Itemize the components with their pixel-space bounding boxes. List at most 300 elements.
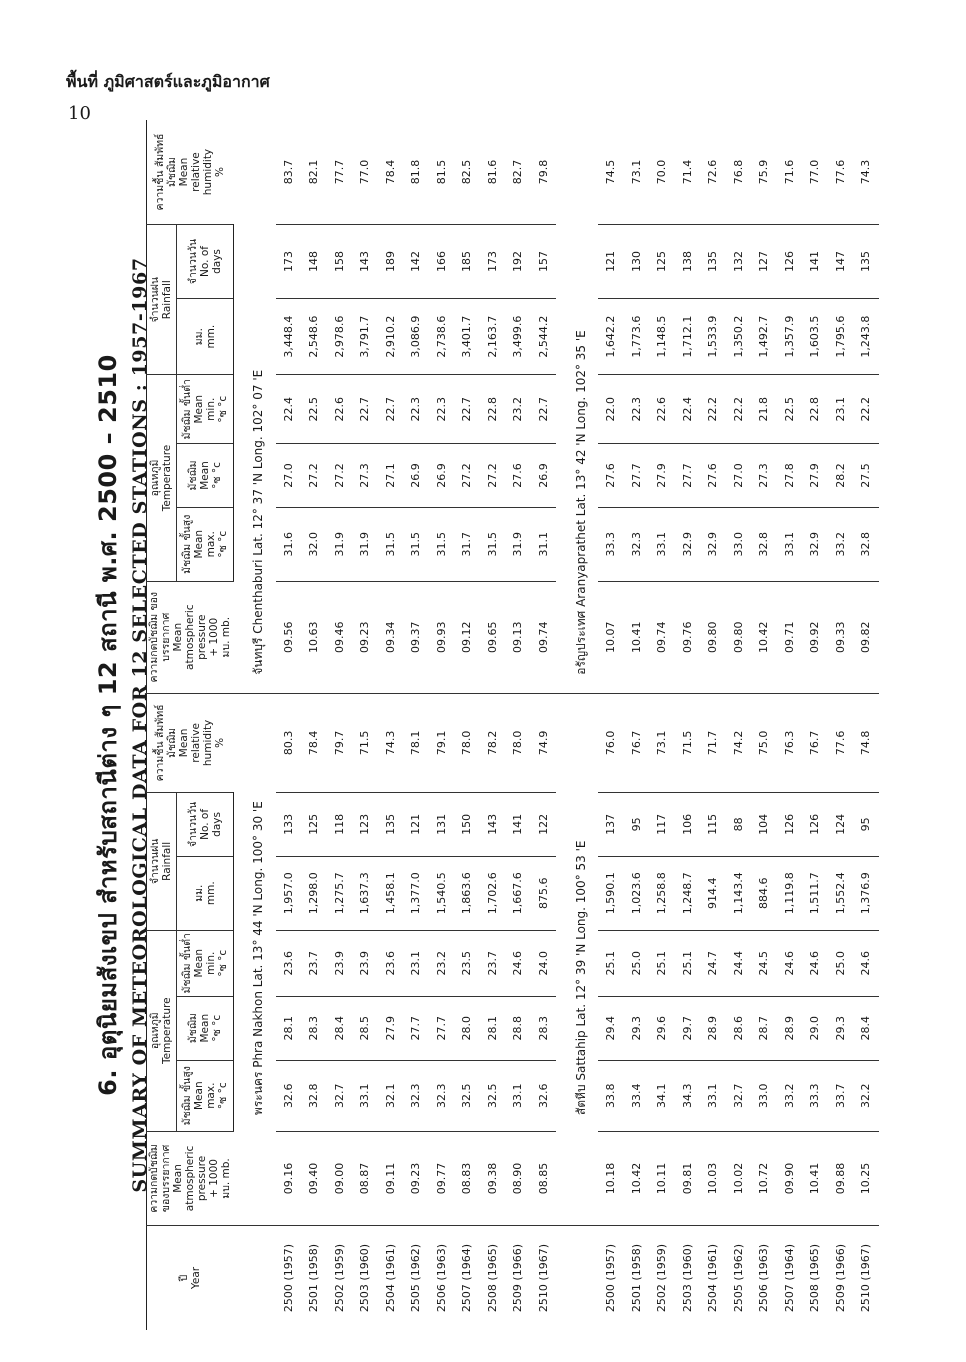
value-cell: 09.77 [429,1131,455,1225]
value-cell: 135 [853,225,879,299]
value-cell: 28.1 [480,996,506,1060]
value-cell: 3,401.7 [454,298,480,374]
mean-header [176,444,233,508]
value-cell: 78.1 [403,693,429,792]
value-cell: 132 [726,225,752,299]
value-cell: 32.1 [378,1060,404,1131]
value-cell: 123 [352,793,378,857]
value-cell: 74.3 [378,693,404,792]
value-cell: 150 [454,793,480,857]
table-row [276,120,302,1330]
max-unit: °ซ °c [216,530,229,558]
table-row [378,120,404,1330]
value-cell: 1,023.6 [624,856,650,930]
max-en1: Mean [192,1081,205,1110]
value-cell: 1,795.6 [828,298,854,374]
table-row [777,120,803,1330]
value-cell: 147 [828,225,854,299]
value-cell: 158 [327,225,353,299]
value-cell: 71.5 [352,693,378,792]
title-block [82,120,151,1330]
value-cell: 22.7 [531,375,557,444]
value-cell: 77.0 [358,159,372,185]
pressure-en3: pressure [196,614,208,660]
value-cell: 2,544.2 [531,298,557,374]
humidity-en3: humidity [202,719,214,767]
value-cell: 23.5 [454,930,480,996]
value-cell: 82.7 [511,159,525,185]
min-header [176,375,233,444]
humidity-en2: relative [190,152,202,192]
value-cell: 1,357.9 [777,298,803,374]
value-cell: 126 [777,793,803,857]
station-year-spacer [233,1226,276,1330]
title-thai: 6. อุตุนิยมสังเขป สำหรับสถานีต่าง ๆ 12 สถานี พ.ศ. 2500 – 2510 [94,354,122,1096]
value-cell: 1,702.6 [480,856,506,930]
value-cell: 76.7 [802,693,828,792]
value-cell: 33.1 [777,507,803,581]
value-cell: 33.1 [352,1060,378,1131]
mm-header [176,856,233,930]
title-english: SUMMARY OF METEOROLOGICAL DATA FOR 12 SELECTED STATIONS : 1957-1967 [129,257,151,1193]
value-cell: 26.9 [531,444,557,508]
pressure-unit: มบ. mb. [220,616,232,658]
value-cell: 1,863.6 [454,856,480,930]
value-cell: 10.41 [624,581,650,693]
value-cell: 33.8 [598,1060,624,1131]
value-cell: 33.4 [624,1060,650,1131]
pressure-en4: + 1000 [208,617,220,657]
value-cell: 10.03 [700,1131,726,1225]
value-cell: 22.8 [802,375,828,444]
temperature-th: อุณหภูมิ [149,459,162,497]
value-cell: 23.7 [301,930,327,996]
table-row [505,120,531,1330]
value-cell: 1,590.1 [598,856,624,930]
temperature-en: Temperature [161,997,174,1064]
mm-en: mm. [204,881,217,906]
humidity-en1: Mean [178,728,190,758]
value-cell: 21.8 [751,375,777,444]
value-cell: 10.72 [751,1131,777,1225]
year-cell: 2501 (1958) [624,1226,650,1330]
min-th: มัชฌิม ขั้นต่ำ [180,379,193,440]
value-cell: 32.7 [327,1060,353,1131]
value-cell: 27.1 [378,444,404,508]
year-cell: 2502 (1959) [327,1226,353,1330]
table-row [675,120,701,1330]
value-cell: 33.1 [649,507,675,581]
value-cell: 24.6 [802,930,828,996]
value-cell: 08.90 [505,1131,531,1225]
max-header [176,1060,233,1131]
value-cell: 09.46 [327,581,353,693]
value-cell: 76.0 [598,693,624,792]
year-cell: 2505 (1962) [726,1226,752,1330]
value-cell: 1,258.8 [649,856,675,930]
value-cell: 33.2 [777,1060,803,1131]
value-cell: 25.1 [649,930,675,996]
value-cell: 1,275.7 [327,856,353,930]
pressure-header-right [147,581,234,693]
value-cell: 25.1 [675,930,701,996]
mean-th: มัชฌิม [186,1013,199,1044]
station-name: สัตหีบ Sattahip Lat. 12° 39 'N Long. 100° 53 'E [556,693,598,1225]
value-cell: 28.5 [352,996,378,1060]
value-cell: 74.9 [531,693,557,792]
value-cell: 126 [777,225,803,299]
temperature-header-right [147,375,177,581]
pressure-en4: + 1000 [208,1159,220,1198]
value-cell: 189 [378,225,404,299]
value-cell: 80.3 [276,693,302,792]
value-cell: 31.9 [505,507,531,581]
days-en1: No. of [198,808,211,840]
value-cell: 71.5 [675,693,701,792]
value-cell: 71.4 [680,159,694,185]
value-cell: 31.1 [531,507,557,581]
value-cell: 23.9 [327,930,353,996]
min-en1: Mean [192,948,205,978]
value-cell: 22.3 [624,375,650,444]
mm-th: มม. [192,328,205,346]
year-cell: 2510 (1967) [531,1226,557,1330]
table-row [403,120,429,1330]
value-cell: 28.1 [276,996,302,1060]
value-cell: 22.4 [276,375,302,444]
value-cell: 27.9 [649,444,675,508]
value-cell: 28.9 [777,996,803,1060]
value-cell: 2,163.7 [480,298,506,374]
year-cell: 2500 (1957) [598,1226,624,1330]
min-en2: min. [204,397,217,421]
value-cell: 77.0 [808,159,822,185]
value-cell: 09.74 [531,581,557,693]
table-row [751,120,777,1330]
humidity-th: ความชื้น สัมพัทธ์มัชฌิม [154,704,178,782]
value-cell: 24.5 [751,930,777,996]
mean-unit: °ซ °c [210,1014,223,1042]
max-en2: max. [204,531,217,558]
page-number: 10 [68,103,91,124]
value-cell: 23.6 [276,930,302,996]
value-cell: 32.9 [675,507,701,581]
value-cell: 22.7 [378,375,404,444]
value-cell: 23.1 [828,375,854,444]
value-cell: 1,511.7 [802,856,828,930]
value-cell: 125 [649,225,675,299]
value-cell: 22.3 [403,375,429,444]
value-cell: 143 [480,793,506,857]
humidity-header-right [147,120,234,225]
value-cell: 137 [598,793,624,857]
value-cell: 141 [802,225,828,299]
value-cell: 32.7 [726,1060,752,1131]
value-cell: 25.1 [598,930,624,996]
value-cell: 29.6 [649,996,675,1060]
min-header [176,930,233,996]
table-row [429,120,455,1330]
value-cell: 32.0 [301,507,327,581]
value-cell: 1,248.7 [675,856,701,930]
min-th: มัชฌิม ขั้นต่ำ [180,933,193,994]
mean-unit: °ซ °c [210,462,223,489]
value-cell: 82.1 [307,159,321,185]
value-cell: 32.6 [531,1060,557,1131]
value-cell: 24.7 [700,930,726,996]
value-cell: 27.0 [726,444,752,508]
pressure-unit: มบ. mb. [220,1158,232,1199]
humidity-th: ความชื้น สัมพัทธ์มัชฌิม [154,133,178,211]
value-cell: 74.2 [726,693,752,792]
year-cell: 2504 (1961) [700,1226,726,1330]
value-cell: 33.1 [505,1060,531,1131]
value-cell: 81.8 [409,159,423,185]
value-cell: 81.5 [434,159,448,185]
value-cell: 09.38 [480,1131,506,1225]
max-unit: °ซ °c [216,1082,229,1110]
value-cell: 72.6 [706,159,720,185]
value-cell: 3,499.6 [505,298,531,374]
value-cell: 22.2 [700,375,726,444]
rainfall-th: จำนวนฝน [149,276,162,323]
pressure-en2: atmospheric [184,1145,196,1212]
value-cell: 148 [301,225,327,299]
value-cell: 31.9 [327,507,353,581]
pressure-th: ความกดบัชฌิม ของบรรยากาศ [148,1144,172,1213]
value-cell: 115 [700,793,726,857]
max-en1: Mean [192,529,205,559]
value-cell: 3,086.9 [403,298,429,374]
value-cell: 09.00 [327,1131,353,1225]
value-cell: 27.2 [327,444,353,508]
value-cell: 27.2 [480,444,506,508]
value-cell: 70.0 [655,159,669,185]
pressure-en1: Mean [172,622,184,652]
days-th: จำนวนวัน [186,238,199,285]
value-cell: 31.5 [378,507,404,581]
value-cell: 143 [352,225,378,299]
value-cell: 131 [429,793,455,857]
value-cell: 83.7 [281,159,295,185]
value-cell: 09.93 [429,581,455,693]
humidity-unit: % [214,737,226,748]
max-th: มัชฌิม ขั้นสูง [180,514,193,574]
temperature-en: Temperature [161,444,174,512]
temperature-th: อุณหภูมิ [149,1012,162,1050]
min-en1: Mean [192,394,205,424]
value-cell: 23.6 [378,930,404,996]
value-cell: 26.9 [429,444,455,508]
value-cell: 73.1 [649,693,675,792]
value-cell: 1,552.4 [828,856,854,930]
humidity-en3: humidity [202,148,214,196]
mean-th: มัชฌิม [186,460,199,491]
max-th: มัชฌิม ขั้นสูง [180,1066,193,1126]
year-cell: 2506 (1963) [429,1226,455,1330]
value-cell: 79.8 [536,159,550,185]
value-cell: 135 [700,225,726,299]
value-cell: 09.80 [726,581,752,693]
pressure-en1: Mean [172,1164,184,1193]
year-header [147,1226,234,1330]
value-cell: 27.3 [352,444,378,508]
value-cell: 22.7 [352,375,378,444]
value-cell: 166 [429,225,455,299]
value-cell: 875.6 [531,856,557,930]
mean-en: Mean [198,461,211,490]
year-cell: 2507 (1964) [454,1226,480,1330]
pressure-en2: atmospheric [184,604,196,670]
value-cell: 121 [403,793,429,857]
value-cell: 27.5 [853,444,879,508]
value-cell: 32.9 [802,507,828,581]
year-cell: 2504 (1961) [378,1226,404,1330]
value-cell: 28.3 [531,996,557,1060]
value-cell: 27.7 [403,996,429,1060]
value-cell: 10.02 [726,1131,752,1225]
year-cell: 2508 (1965) [480,1226,506,1330]
value-cell: 31.5 [403,507,429,581]
value-cell: 32.8 [301,1060,327,1131]
value-cell: 33.3 [802,1060,828,1131]
value-cell: 77.6 [833,159,847,185]
value-cell: 1,119.8 [777,856,803,930]
value-cell: 135 [378,793,404,857]
value-cell: 22.5 [301,375,327,444]
value-cell: 2,738.6 [429,298,455,374]
value-cell: 26.9 [403,444,429,508]
value-cell: 27.6 [700,444,726,508]
value-cell: 74.8 [853,693,879,792]
value-cell: 78.0 [505,693,531,792]
value-cell: 10.41 [802,1131,828,1225]
value-cell: 34.3 [675,1060,701,1131]
value-cell: 884.6 [751,856,777,930]
mm-th: มม. [192,884,205,902]
value-cell: 09.40 [301,1131,327,1225]
value-cell: 22.2 [853,375,879,444]
table-row [828,120,854,1330]
value-cell: 1,642.2 [598,298,624,374]
value-cell: 127 [751,225,777,299]
value-cell: 29.3 [828,996,854,1060]
rainfall-th: จำนวนฝน [149,838,162,885]
value-cell: 95 [624,793,650,857]
rainfall-en: Rainfall [161,841,174,881]
days-en1: No. of [198,246,211,277]
value-cell: 09.80 [700,581,726,693]
value-cell: 32.3 [624,507,650,581]
value-cell: 32.3 [429,1060,455,1131]
value-cell: 10.42 [624,1131,650,1225]
value-cell: 31.5 [429,507,455,581]
value-cell: 09.33 [828,581,854,693]
value-cell: 09.92 [802,581,828,693]
value-cell: 1,603.5 [802,298,828,374]
value-cell: 09.11 [378,1131,404,1225]
value-cell: 185 [454,225,480,299]
mean-en: Mean [198,1013,211,1043]
value-cell: 10.42 [751,581,777,693]
value-cell: 27.7 [675,444,701,508]
table-row [700,120,726,1330]
value-cell: 1,148.5 [649,298,675,374]
value-cell: 08.87 [352,1131,378,1225]
value-cell: 28.8 [505,996,531,1060]
value-cell: 29.0 [802,996,828,1060]
table-row [531,120,557,1330]
value-cell: 27.3 [751,444,777,508]
table-row [853,120,879,1330]
value-cell: 1,712.1 [675,298,701,374]
year-cell: 2507 (1964) [777,1226,803,1330]
table-row [480,120,506,1330]
value-cell: 09.37 [403,581,429,693]
year-cell: 2509 (1966) [505,1226,531,1330]
value-cell: 73.1 [629,159,643,185]
value-cell: 95 [853,793,879,857]
value-cell: 09.65 [480,581,506,693]
value-cell: 192 [505,225,531,299]
value-cell: 09.23 [403,1131,429,1225]
rotated-table-page [82,120,962,1330]
value-cell: 28.6 [726,996,752,1060]
value-cell: 124 [828,793,854,857]
value-cell: 08.85 [531,1131,557,1225]
value-cell: 2,548.6 [301,298,327,374]
value-cell: 914.4 [700,856,726,930]
value-cell: 33.7 [828,1060,854,1131]
value-cell: 79.7 [327,693,353,792]
value-cell: 173 [276,225,302,299]
value-cell: 71.6 [782,159,796,185]
value-cell: 78.4 [383,159,397,185]
value-cell: 1,458.1 [378,856,404,930]
value-cell: 76.3 [777,693,803,792]
value-cell: 28.7 [751,996,777,1060]
value-cell: 29.4 [598,996,624,1060]
value-cell: 76.7 [624,693,650,792]
humidity-en1: Mean [178,157,190,187]
value-cell: 27.8 [777,444,803,508]
value-cell: 27.9 [802,444,828,508]
value-cell: 126 [802,793,828,857]
value-cell: 09.56 [276,581,302,693]
rainfall-header-left [147,793,177,931]
year-cell: 2510 (1967) [853,1226,879,1330]
value-cell: 1,350.2 [726,298,752,374]
value-cell: 27.6 [505,444,531,508]
value-cell: 133 [276,793,302,857]
value-cell: 22.5 [777,375,803,444]
value-cell: 3,448.4 [276,298,302,374]
pressure-th: ความกดบัชฌิม ของบรรยากาศ [148,591,172,683]
min-unit: °ซ °c [216,949,229,977]
value-cell: 32.8 [751,507,777,581]
days-th: จำนวนวัน [186,801,199,848]
value-cell: 1,957.0 [276,856,302,930]
value-cell: 23.2 [429,930,455,996]
value-cell: 141 [505,793,531,857]
value-cell: 25.0 [624,930,650,996]
table-row [802,120,828,1330]
station-header-row [233,120,276,1330]
value-cell: 79.1 [429,693,455,792]
value-cell: 1,492.7 [751,298,777,374]
value-cell: 76.8 [731,159,745,185]
value-cell: 28.2 [828,444,854,508]
